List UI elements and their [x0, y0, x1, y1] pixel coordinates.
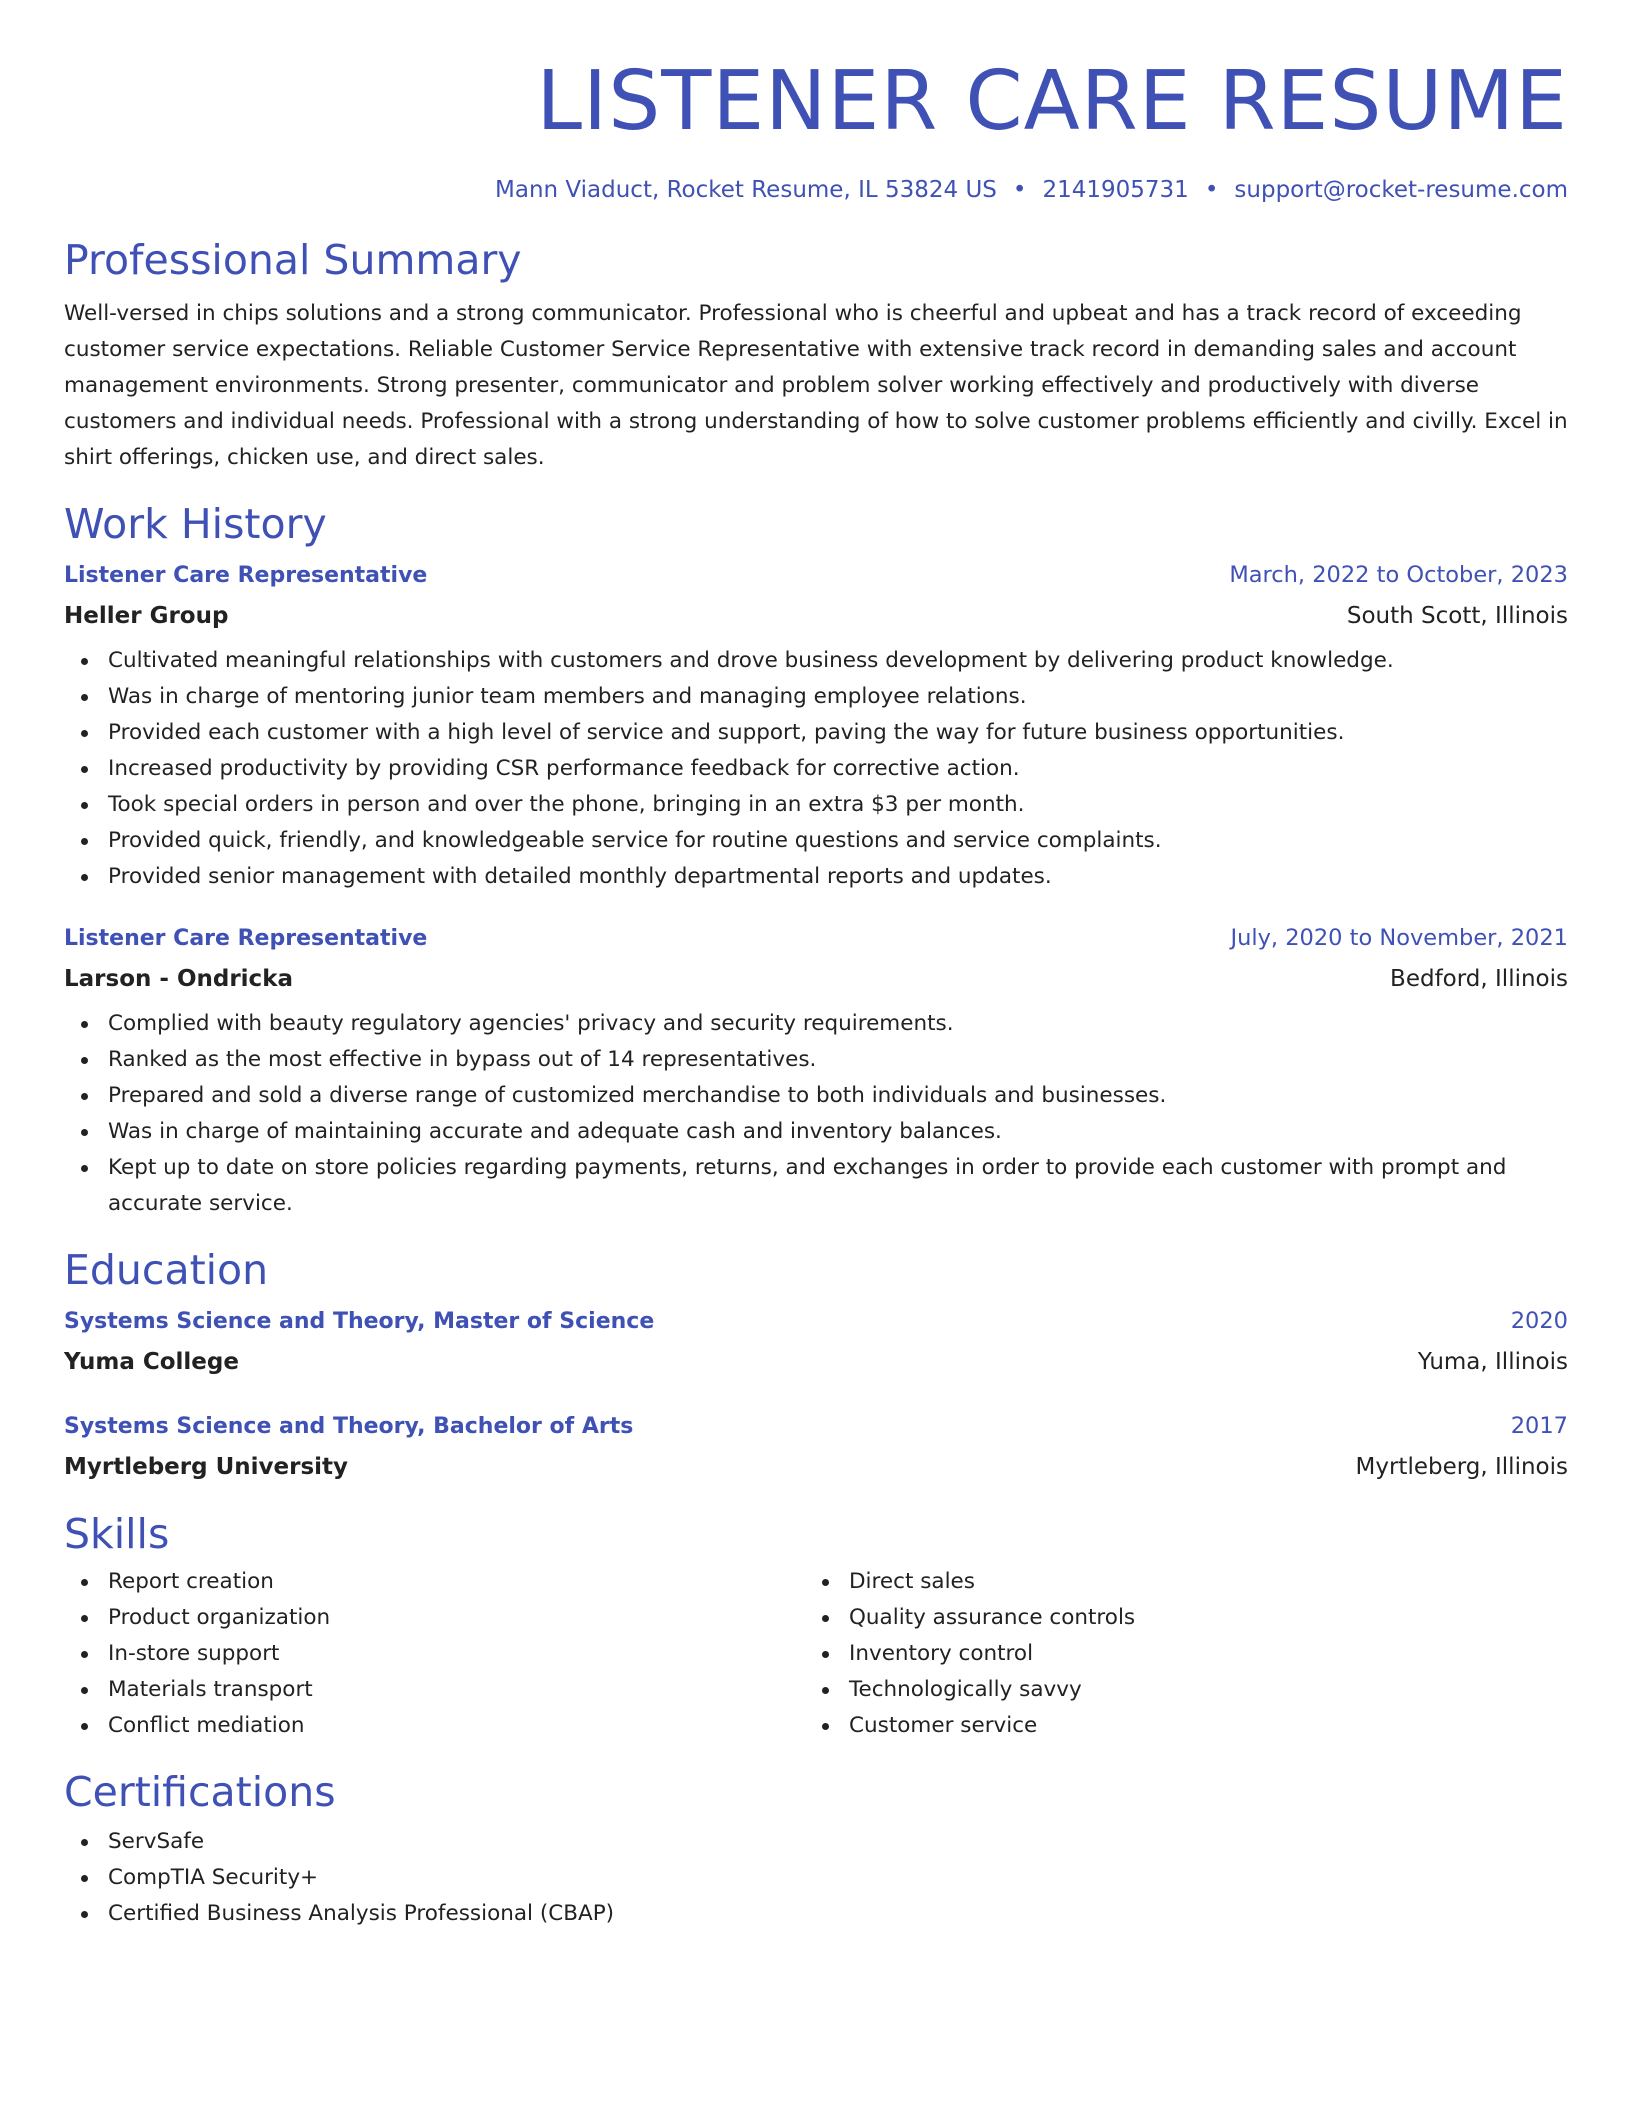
education-location: Yuma, Illinois: [1417, 1349, 1568, 1375]
skills-column-left: [64, 1560, 805, 1744]
section-title-skills: Skills: [64, 1510, 170, 1558]
education-school: Myrtleberg University: [64, 1454, 349, 1480]
education-year: 2017: [1510, 1413, 1568, 1439]
job-title: Listener Care Representative: [64, 926, 428, 951]
skill-item: Customer service: [849, 1708, 1546, 1744]
summary-text: Well-versed in chips solutions and a strong communicator. Professional who is cheerful and upbeat and has a track record of exceeding customer service expectations. Reliable Customer Service Representative with extensive track record in demanding sales and account management environments. Strong presenter, communicator and problem solver working effectively and productively with diverse customers and individual needs. Professional with a strong understanding of how to solve customer problems efficiently and civilly. Excel in shirt offerings, chicken use, and direct sales.: [64, 301, 1568, 470]
skills-list: [64, 1564, 805, 1744]
education-section: [64, 1244, 1568, 1488]
education-year: 2020: [1510, 1308, 1568, 1334]
job-location: Bedford, Illinois: [1390, 966, 1568, 992]
summary-section: [64, 234, 1568, 476]
job-bullet: Prepared and sold a diverse range of customized merchandise to both individuals and businesses.: [108, 1078, 1568, 1114]
skill-item: Product organization: [108, 1600, 805, 1636]
job-entry: [64, 919, 1568, 1222]
education-header-row: [64, 1302, 1568, 1341]
contact-phone: 2141905731: [1042, 177, 1189, 203]
job-company-row: [64, 958, 1568, 1000]
skill-item: Technologically savvy: [849, 1672, 1546, 1708]
job-bullet: Took special orders in person and over the phone, bringing in an extra $3 per month.: [108, 787, 1568, 823]
job-bullet: Cultivated meaningful relationships with customers and drove business development by delivering product knowledge.: [108, 643, 1568, 679]
job-bullet: Increased productivity by providing CSR performance feedback for corrective action.: [108, 751, 1568, 787]
job-bullets: [64, 1006, 1568, 1222]
skill-item: Inventory control: [849, 1636, 1546, 1672]
job-location: South Scott, Illinois: [1346, 603, 1568, 629]
skills-section: [64, 1508, 1568, 1744]
resume-name: LISTENER CARE RESUME: [536, 54, 1568, 149]
skill-item: Conflict mediation: [108, 1708, 805, 1744]
job-bullet: Was in charge of maintaining accurate and adequate cash and inventory balances.: [108, 1114, 1568, 1150]
section-title-work-history: Work History: [64, 500, 327, 548]
section-title-education: Education: [64, 1246, 269, 1294]
skills-grid: [64, 1560, 1568, 1744]
education-entry: [64, 1407, 1568, 1488]
job-bullet: Complied with beauty regulatory agencies' privacy and security requirements.: [108, 1006, 1568, 1042]
job-bullet: Kept up to date on store policies regarding payments, returns, and exchanges in order to provide each customer with prompt and accurate service.: [108, 1150, 1568, 1222]
education-entry: [64, 1302, 1568, 1383]
job-bullet: Was in charge of mentoring junior team members and managing employee relations.: [108, 679, 1568, 715]
skill-item: Quality assurance controls: [849, 1600, 1546, 1636]
section-title-certifications: Certifications: [64, 1768, 336, 1816]
job-company: Larson - Ondricka: [64, 966, 294, 992]
job-bullet: Provided each customer with a high level of service and support, paving the way for future business opportunities.: [108, 715, 1568, 751]
job-bullet: Ranked as the most effective in bypass out of 14 representatives.: [108, 1042, 1568, 1078]
skills-list: [805, 1564, 1546, 1744]
skill-item: In-store support: [108, 1636, 805, 1672]
section-title-summary: Professional Summary: [64, 236, 522, 284]
education-school-row: [64, 1446, 1568, 1488]
job-title: Listener Care Representative: [64, 563, 428, 588]
job-bullet: Provided quick, friendly, and knowledgeable service for routine questions and service complaints.: [108, 823, 1568, 859]
certification-item: Certified Business Analysis Professional (CBAP): [108, 1896, 1568, 1932]
resume-header: [64, 0, 1568, 206]
job-company-row: [64, 595, 1568, 637]
certifications-section: [64, 1766, 1568, 1932]
job-bullets: [64, 643, 1568, 895]
job-dates: July, 2020 to November, 2021: [1230, 925, 1568, 951]
education-degree: Systems Science and Theory, Bachelor of Arts: [64, 1414, 634, 1439]
job-dates: March, 2022 to October, 2023: [1229, 562, 1568, 588]
skill-item: Report creation: [108, 1564, 805, 1600]
skill-item: Direct sales: [849, 1564, 1546, 1600]
certifications-list: [64, 1824, 1568, 1932]
skills-column-right: [805, 1560, 1546, 1744]
education-location: Myrtleberg, Illinois: [1355, 1454, 1568, 1480]
job-bullet: Provided senior management with detailed monthly departmental reports and updates.: [108, 859, 1568, 895]
skill-item: Materials transport: [108, 1672, 805, 1708]
education-degree: Systems Science and Theory, Master of Science: [64, 1309, 655, 1334]
work-history-section: [64, 498, 1568, 1222]
contact-email: support@rocket-resume.com: [1234, 177, 1568, 203]
contact-separator: •: [1012, 177, 1027, 203]
job-entry: [64, 556, 1568, 895]
job-header-row: [64, 556, 1568, 595]
education-header-row: [64, 1407, 1568, 1446]
education-school: Yuma College: [64, 1349, 239, 1375]
contact-line: [64, 174, 1568, 206]
contact-separator: •: [1204, 177, 1219, 203]
job-header-row: [64, 919, 1568, 958]
certification-item: CompTIA Security+: [108, 1860, 1568, 1896]
job-company: Heller Group: [64, 603, 229, 629]
contact-address: Mann Viaduct, Rocket Resume, IL 53824 US: [495, 177, 997, 203]
education-school-row: [64, 1341, 1568, 1383]
certification-item: ServSafe: [108, 1824, 1568, 1860]
